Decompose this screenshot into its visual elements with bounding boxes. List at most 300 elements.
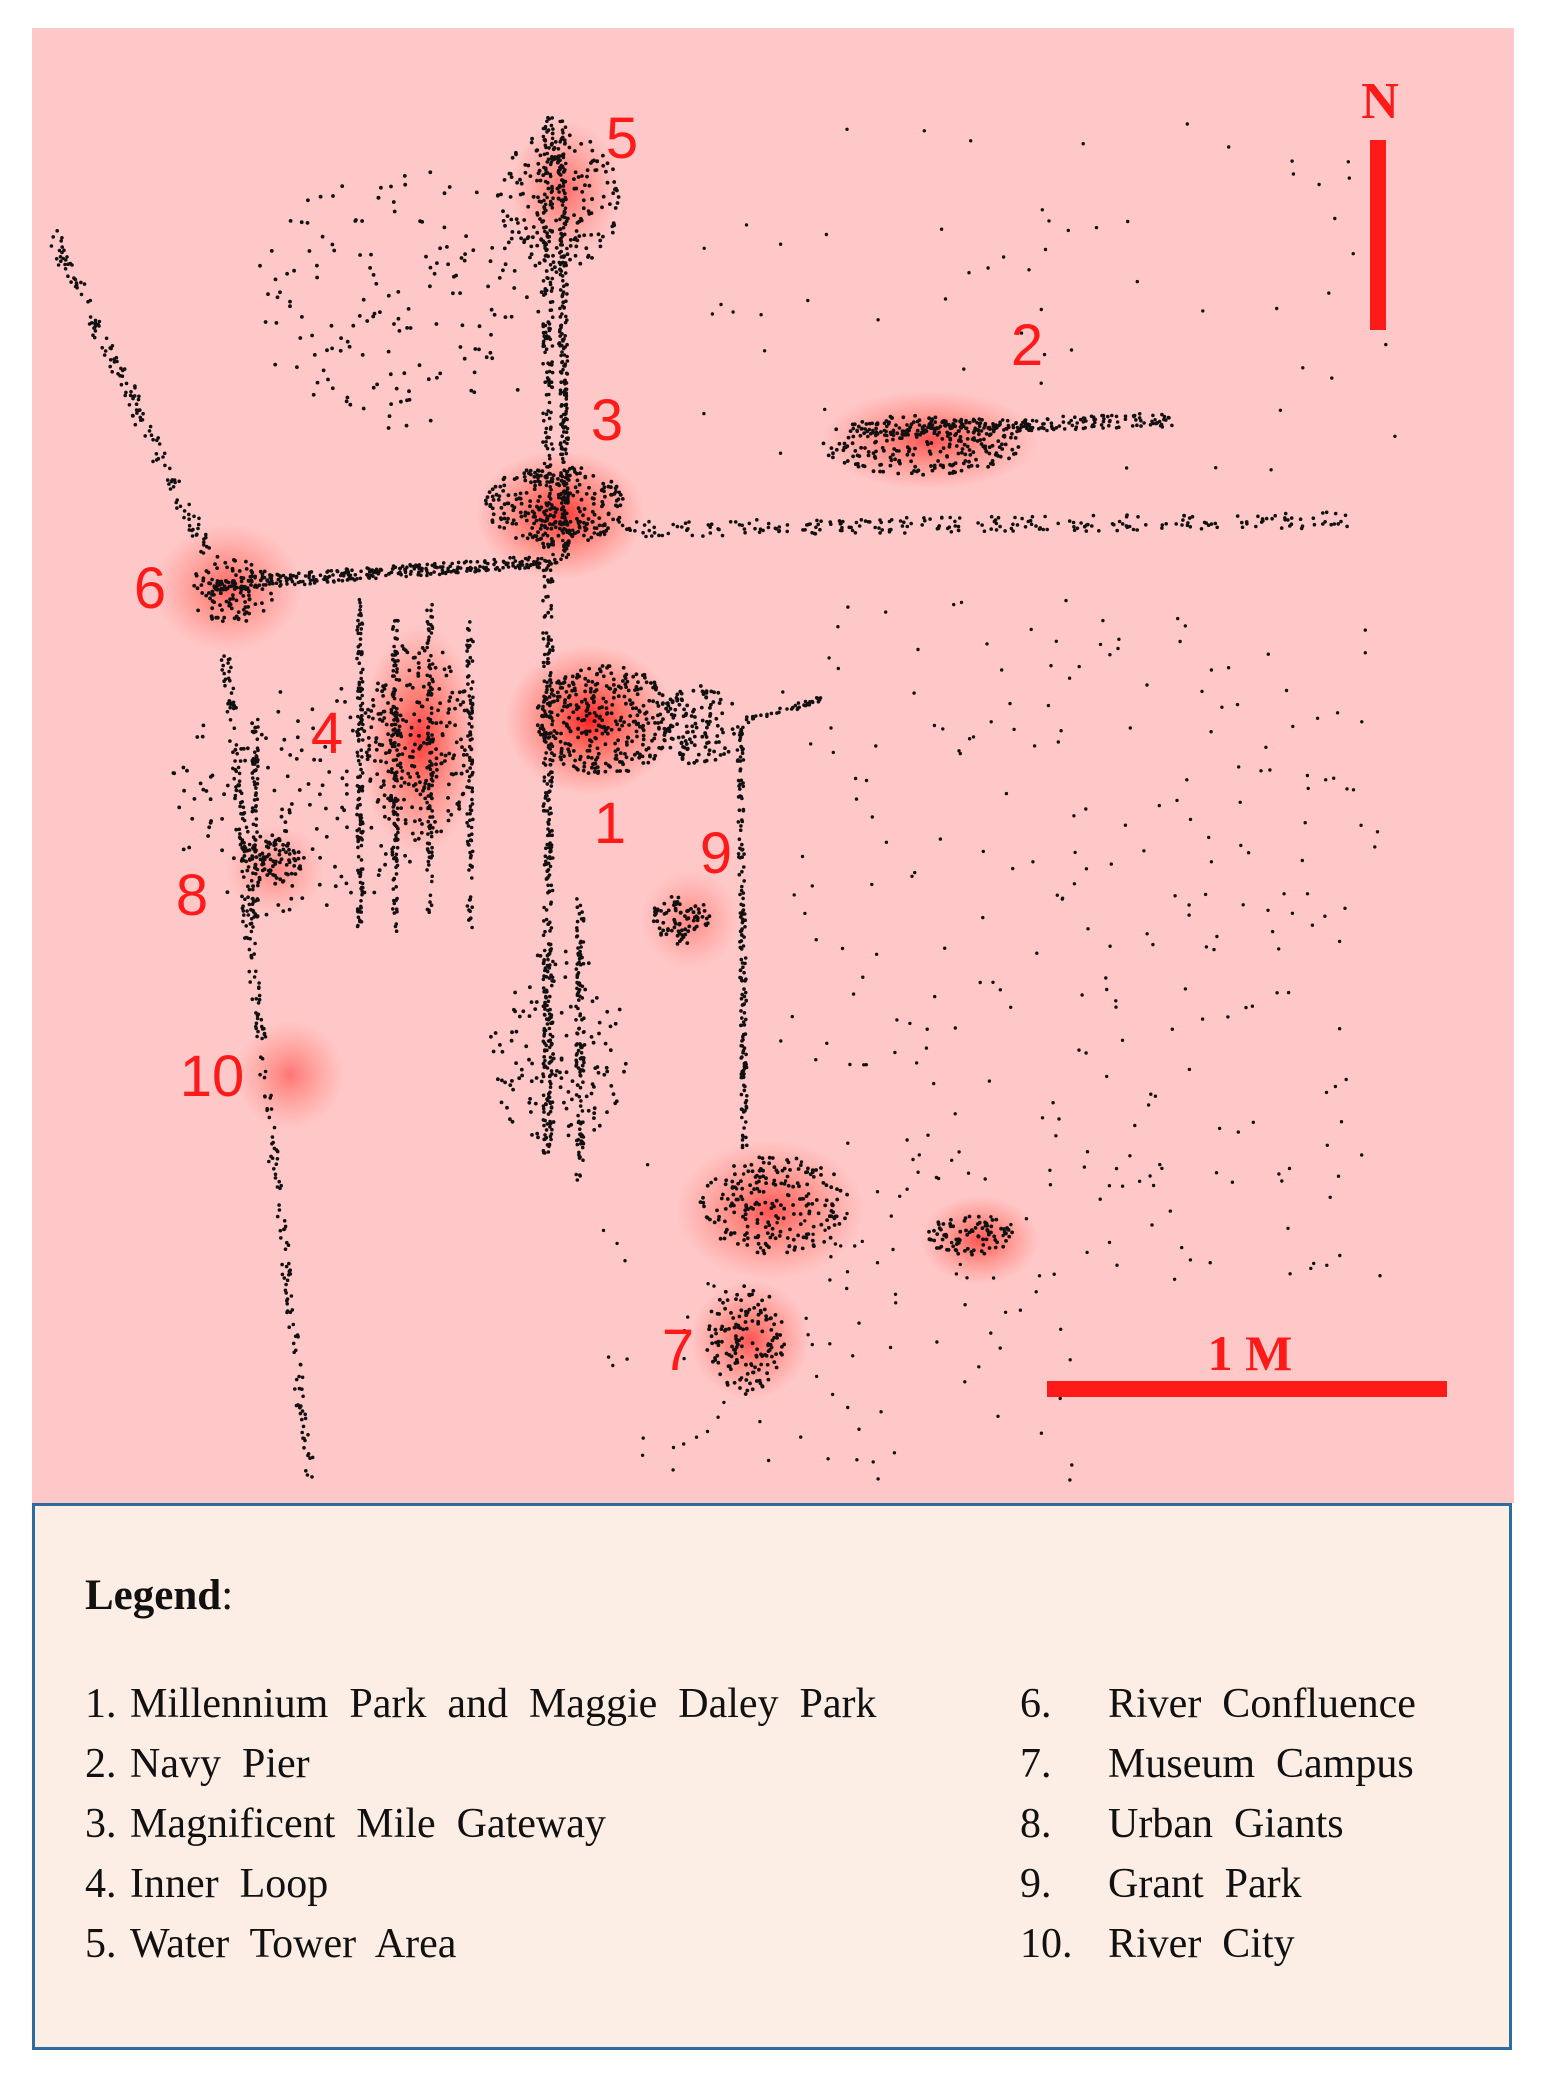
activity-point: [822, 1240, 826, 1244]
activity-point: [654, 686, 658, 690]
activity-point: [702, 1205, 706, 1209]
activity-point: [521, 534, 525, 538]
activity-point: [287, 1262, 291, 1266]
activity-point: [245, 826, 249, 830]
activity-point: [541, 631, 545, 635]
activity-point: [966, 437, 970, 441]
activity-point: [468, 766, 472, 770]
activity-point: [270, 577, 274, 581]
activity-point: [469, 699, 473, 703]
activity-point: [579, 1104, 583, 1108]
activity-point: [404, 575, 408, 579]
activity-point: [775, 711, 779, 715]
activity-point: [1138, 412, 1142, 416]
activity-point: [583, 183, 587, 187]
activity-point: [358, 661, 362, 665]
activity-point: [680, 692, 684, 696]
activity-point: [515, 217, 519, 221]
activity-point: [1164, 418, 1168, 422]
activity-point: [556, 477, 560, 481]
hotspot-10: [235, 1020, 345, 1130]
activity-point: [66, 274, 70, 278]
activity-point: [568, 743, 572, 747]
activity-point: [426, 832, 430, 836]
activity-point: [558, 140, 562, 144]
activity-point: [257, 1013, 261, 1017]
activity-point: [929, 464, 933, 468]
activity-point: [593, 711, 597, 715]
activity-point: [827, 454, 831, 458]
activity-point: [927, 1230, 931, 1234]
activity-point: [542, 809, 546, 813]
activity-point: [691, 534, 695, 538]
activity-point: [843, 442, 847, 446]
activity-point: [256, 1017, 260, 1021]
activity-point: [624, 685, 628, 689]
activity-point: [568, 753, 572, 757]
activity-point: [222, 616, 226, 620]
activity-point: [207, 591, 211, 595]
activity-point: [786, 523, 790, 527]
activity-point: [767, 522, 771, 526]
activity-point: [1329, 523, 1333, 527]
activity-point: [651, 716, 655, 720]
activity-point: [563, 742, 567, 746]
activity-point: [619, 751, 623, 755]
activity-point: [573, 149, 577, 153]
activity-point: [55, 257, 59, 261]
activity-point: [561, 200, 565, 204]
activity-point: [575, 897, 579, 901]
activity-point: [547, 472, 551, 476]
activity-point: [780, 1320, 784, 1324]
activity-point: [123, 367, 127, 371]
activity-point: [682, 708, 686, 712]
activity-point: [270, 1107, 274, 1111]
activity-point: [576, 1007, 580, 1011]
activity-point: [548, 329, 552, 333]
activity-point: [413, 819, 417, 823]
activity-point: [222, 672, 226, 676]
activity-point: [741, 1038, 745, 1042]
activity-point: [254, 863, 258, 867]
activity-point: [238, 832, 242, 836]
activity-point: [710, 1310, 714, 1314]
activity-point: [470, 876, 474, 880]
activity-point: [213, 586, 217, 590]
activity-point: [942, 446, 946, 450]
activity-point: [775, 527, 779, 531]
activity-point: [235, 743, 239, 747]
activity-point: [565, 724, 569, 728]
activity-point: [731, 727, 735, 731]
activity-point: [423, 797, 427, 801]
activity-point: [430, 784, 434, 788]
activity-point: [756, 1251, 760, 1255]
activity-point: [418, 780, 422, 784]
activity-point: [293, 1387, 297, 1391]
activity-point: [1144, 523, 1148, 527]
activity-point: [502, 477, 506, 481]
activity-point: [1245, 522, 1249, 526]
activity-point: [283, 1276, 287, 1280]
activity-point: [526, 205, 530, 209]
activity-point: [471, 802, 475, 806]
activity-point: [242, 608, 246, 612]
activity-point: [533, 484, 537, 488]
activity-point: [544, 791, 548, 795]
activity-point: [571, 710, 575, 714]
activity-point: [408, 683, 412, 687]
activity-point: [801, 1247, 805, 1251]
activity-point: [739, 736, 743, 740]
activity-point: [967, 465, 971, 469]
activity-point: [248, 937, 252, 941]
activity-point: [1124, 417, 1128, 421]
activity-point: [582, 198, 586, 202]
activity-point: [1142, 421, 1146, 425]
activity-point: [411, 755, 415, 759]
activity-point: [562, 430, 566, 434]
activity-point: [764, 1181, 768, 1185]
activity-point: [221, 619, 225, 623]
activity-point: [612, 683, 616, 687]
activity-point: [355, 813, 359, 817]
activity-point: [562, 337, 566, 341]
activity-point: [612, 678, 616, 682]
activity-point: [743, 995, 747, 999]
activity-point: [566, 523, 570, 527]
activity-point: [356, 619, 360, 623]
activity-point: [404, 720, 408, 724]
activity-point: [847, 436, 851, 440]
activity-point: [637, 756, 641, 760]
activity-point: [708, 706, 712, 710]
activity-point: [550, 723, 554, 727]
activity-point: [360, 627, 364, 631]
activity-point: [945, 422, 949, 426]
activity-point: [751, 1341, 755, 1345]
activity-point: [918, 423, 922, 427]
activity-point: [238, 772, 242, 776]
activity-point: [582, 233, 586, 237]
activity-point: [542, 974, 546, 978]
activity-point: [1010, 1231, 1014, 1235]
activity-point: [888, 520, 892, 524]
activity-point: [579, 1045, 583, 1049]
activity-point: [253, 798, 257, 802]
activity-point: [716, 1361, 720, 1365]
activity-point: [699, 684, 703, 688]
activity-point: [356, 907, 360, 911]
activity-point: [550, 1021, 554, 1025]
activity-point: [738, 837, 742, 841]
activity-point: [744, 1320, 748, 1324]
activity-point: [376, 682, 380, 686]
activity-point: [742, 944, 746, 948]
activity-point: [729, 520, 733, 524]
activity-point: [978, 421, 982, 425]
activity-point: [550, 884, 554, 888]
activity-point: [252, 730, 256, 734]
activity-point: [753, 527, 757, 531]
activity-point: [551, 579, 555, 583]
activity-point: [549, 161, 553, 165]
activity-point: [855, 521, 859, 525]
activity-point: [551, 127, 555, 131]
activity-point: [615, 485, 619, 489]
activity-point: [544, 331, 548, 335]
activity-point: [383, 793, 387, 797]
activity-point: [426, 620, 430, 624]
activity-point: [1283, 518, 1287, 522]
activity-point: [740, 1116, 744, 1120]
activity-point: [587, 517, 591, 521]
activity-point: [891, 438, 895, 442]
activity-point: [957, 529, 961, 533]
activity-point: [428, 751, 432, 755]
activity-point: [115, 356, 119, 360]
activity-point: [290, 872, 294, 876]
activity-point: [829, 522, 833, 526]
activity-point: [574, 170, 578, 174]
activity-point: [542, 978, 546, 982]
activity-point: [529, 480, 533, 484]
activity-point: [533, 475, 537, 479]
activity-point: [75, 286, 79, 290]
activity-point: [610, 711, 614, 715]
activity-point: [502, 561, 506, 565]
activity-point: [572, 682, 576, 686]
activity-point: [739, 824, 743, 828]
activity-point: [470, 725, 474, 729]
activity-point: [721, 1301, 725, 1305]
activity-point: [805, 1204, 809, 1208]
activity-point: [541, 469, 545, 473]
activity-point: [374, 577, 378, 581]
activity-point: [492, 512, 496, 516]
activity-point: [301, 1436, 305, 1440]
activity-point: [1167, 416, 1171, 420]
activity-point: [936, 1220, 940, 1224]
activity-point: [966, 430, 970, 434]
activity-point: [823, 1204, 827, 1208]
activity-point: [561, 360, 565, 364]
activity-point: [1010, 448, 1014, 452]
activity-point: [771, 1156, 775, 1160]
activity-point: [221, 664, 225, 668]
activity-point: [918, 418, 922, 422]
activity-point: [576, 221, 580, 225]
activity-point: [1215, 526, 1219, 530]
activity-point: [565, 407, 569, 411]
activity-point: [270, 598, 274, 602]
activity-point: [397, 678, 401, 682]
activity-point: [738, 940, 742, 944]
activity-point: [961, 447, 965, 451]
activity-point: [743, 527, 747, 531]
activity-point: [585, 714, 589, 718]
activity-point: [735, 1293, 739, 1297]
activity-point: [623, 752, 627, 756]
activity-point: [550, 688, 554, 692]
activity-point: [233, 559, 237, 563]
activity-point: [732, 1164, 736, 1168]
activity-point: [576, 920, 580, 924]
activity-point: [357, 790, 361, 794]
activity-point: [428, 900, 432, 904]
activity-point: [216, 616, 220, 620]
activity-point: [619, 716, 623, 720]
activity-point: [948, 516, 952, 520]
activity-point: [417, 666, 421, 670]
activity-point: [582, 765, 586, 769]
activity-point: [417, 661, 421, 665]
activity-point: [636, 692, 640, 696]
activity-point: [928, 422, 932, 426]
activity-point: [276, 1157, 280, 1161]
activity-point: [939, 425, 943, 429]
activity-point: [818, 528, 822, 532]
activity-point: [292, 1323, 296, 1327]
activity-point: [1200, 527, 1204, 531]
activity-point: [825, 1218, 829, 1222]
activity-point: [645, 680, 649, 684]
activity-point: [539, 527, 543, 531]
activity-point: [755, 1201, 759, 1205]
activity-point: [740, 729, 744, 733]
activity-point: [712, 690, 716, 694]
activity-point: [399, 698, 403, 702]
activity-point: [359, 887, 363, 891]
activity-point: [564, 448, 568, 452]
activity-point: [952, 423, 956, 427]
activity-point: [456, 568, 460, 572]
activity-point: [909, 459, 913, 463]
activity-point: [559, 423, 563, 427]
activity-point: [564, 403, 568, 407]
activity-point: [552, 473, 556, 477]
activity-point: [583, 529, 587, 533]
activity-point: [549, 857, 553, 861]
activity-point: [359, 910, 363, 914]
activity-point: [535, 519, 539, 523]
activity-point: [1339, 520, 1343, 524]
activity-point: [548, 401, 552, 405]
activity-point: [575, 981, 579, 985]
activity-point: [563, 353, 567, 357]
activity-point: [958, 1230, 962, 1234]
activity-point: [530, 252, 534, 256]
activity-point: [385, 723, 389, 727]
activity-point: [762, 1161, 766, 1165]
activity-point: [553, 265, 557, 269]
activity-point: [977, 1215, 981, 1219]
activity-point: [464, 560, 468, 564]
activity-point: [361, 702, 365, 706]
activity-point: [562, 170, 566, 174]
activity-point: [250, 574, 254, 578]
activity-point: [288, 852, 292, 856]
activity-point: [579, 142, 583, 146]
activity-point: [745, 1389, 749, 1393]
activity-point: [417, 837, 421, 841]
activity-point: [542, 1110, 546, 1114]
activity-point: [774, 1236, 778, 1240]
activity-point: [609, 493, 613, 497]
activity-point: [976, 428, 980, 432]
activity-point: [576, 1114, 580, 1118]
activity-point: [460, 772, 464, 776]
activity-point: [701, 915, 705, 919]
activity-point: [191, 534, 195, 538]
activity-point: [676, 934, 680, 938]
activity-point: [331, 573, 335, 577]
activity-point: [528, 499, 532, 503]
activity-point: [719, 1237, 723, 1241]
activity-point: [265, 873, 269, 877]
activity-point: [738, 893, 742, 897]
activity-point: [359, 677, 363, 681]
activity-point: [502, 526, 506, 530]
activity-point: [250, 922, 254, 926]
activity-point: [558, 120, 562, 124]
activity-point: [561, 457, 565, 461]
activity-point: [646, 721, 650, 725]
activity-point: [690, 724, 694, 728]
activity-point: [412, 656, 416, 660]
activity-point: [468, 694, 472, 698]
activity-point: [426, 820, 430, 824]
activity-point: [573, 759, 577, 763]
activity-point: [137, 395, 141, 399]
activity-point: [157, 457, 161, 461]
activity-point: [396, 730, 400, 734]
activity-point: [774, 1214, 778, 1218]
activity-point: [744, 1053, 748, 1057]
activity-point: [1043, 515, 1047, 519]
activity-point: [548, 507, 552, 511]
activity-point: [742, 971, 746, 975]
activity-point: [415, 788, 419, 792]
activity-point: [470, 798, 474, 802]
activity-point: [580, 1051, 584, 1055]
activity-point: [594, 683, 598, 687]
activity-point: [601, 164, 605, 168]
activity-point: [550, 1013, 554, 1017]
activity-point: [701, 534, 705, 538]
activity-point: [863, 464, 867, 468]
activity-point: [357, 827, 361, 831]
activity-point: [812, 1175, 816, 1179]
activity-point: [723, 1220, 727, 1224]
activity-point: [410, 726, 414, 730]
activity-point: [550, 442, 554, 446]
activity-point: [564, 501, 568, 505]
activity-point: [553, 729, 557, 733]
activity-point: [578, 510, 582, 514]
activity-point: [535, 149, 539, 153]
activity-point: [1214, 522, 1218, 526]
activity-point: [396, 827, 400, 831]
activity-point: [359, 577, 363, 581]
activity-point: [108, 365, 112, 369]
activity-point: [1164, 522, 1168, 526]
activity-point: [542, 1075, 546, 1079]
activity-point: [392, 718, 396, 722]
activity-point: [711, 1360, 715, 1364]
activity-point: [1004, 443, 1008, 447]
